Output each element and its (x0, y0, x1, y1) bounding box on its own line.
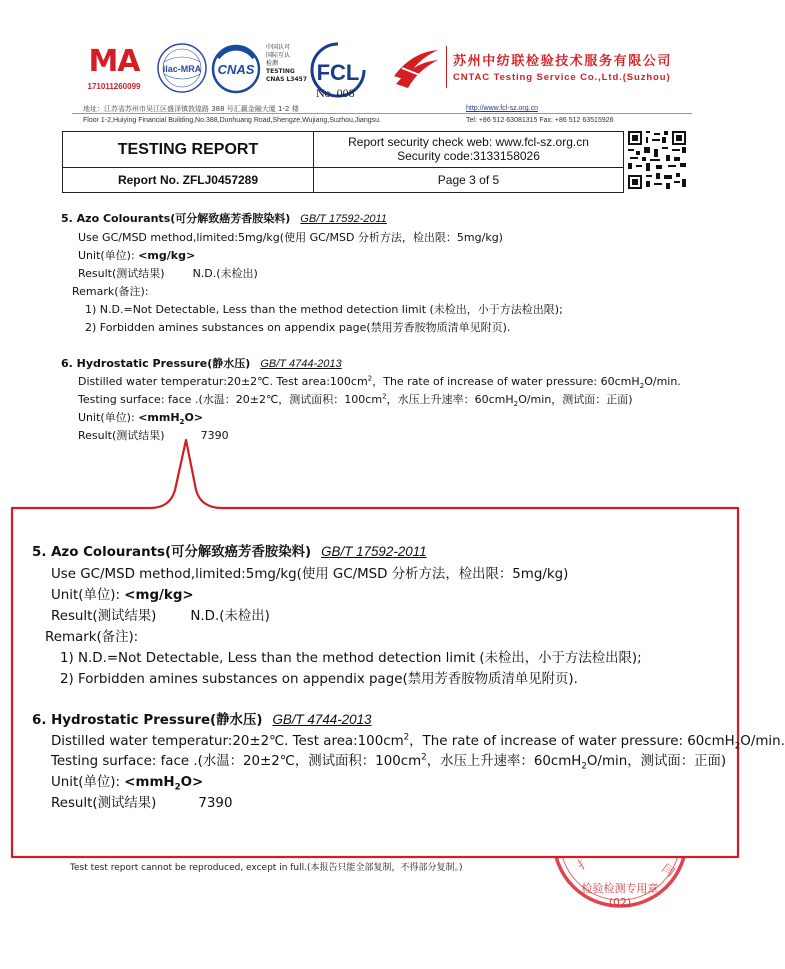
zoom-section5-result-row (51, 605, 270, 624)
official-seal-stamp (545, 820, 695, 915)
zoom-section6-line1-part: Distilled water temperatur:20±2℃. Test area:100cm (51, 734, 404, 749)
fcl-number: No. 008 (316, 86, 355, 100)
section6-result-label: Result(测试结果) (78, 429, 165, 442)
superscript: 2 (403, 732, 410, 743)
section5-method: Use GC/MSD method,limited:5mg/kg(使用 GC/MSD 分析方法，检出限：5mg/kg) (78, 231, 503, 244)
section6-line1-part: O/min. (644, 375, 681, 388)
zoom-section6-line2-part: ，水压上升速率：60cmH (426, 754, 582, 769)
stamp-number: (02) (608, 896, 632, 909)
section6-line2-part: O/min，测试面：正面) (518, 393, 633, 406)
zoom-section5-result-label: Result(测试结果) (51, 609, 157, 624)
section5-unit-value: <mg/kg> (138, 249, 196, 262)
unit-part: O> (184, 411, 204, 424)
subscript: 2 (174, 782, 181, 793)
section5-result-label: Result(测试结果) (78, 267, 165, 280)
section6-line2-part: Testing surface: face .(水温：20±2℃，测试面积：100cm (78, 393, 383, 406)
zoom-section6-standard: GB/T 4744-2013 (272, 712, 372, 727)
tel-fax: Tel: +86 512 63081315 Fax: +86 512 63515926 (466, 117, 614, 124)
zoom-section6-heading: 6. Hydrostatic Pressure(静水压) (32, 713, 263, 728)
section6-line1-part: ，The rate of increase of water pressure: 60cmH (372, 375, 640, 388)
section6-result-value: 7390 (200, 429, 229, 442)
fcl-logo-text: FCL (316, 60, 360, 85)
report-number: Report No. ZFLJ0457289 (117, 173, 259, 187)
cnas-caption-line: 国际互认 (266, 52, 291, 59)
section5-standard: GB/T 17592-2011 (300, 213, 387, 225)
zoom-section5-remark-2: 2) Forbidden amines substances on appendix page(禁用芳香胺物质清单见附页). (60, 672, 578, 687)
section6-standard: GB/T 4744-2013 (260, 358, 342, 370)
subscript: 2 (513, 399, 519, 409)
zoom-section6-line1 (51, 730, 785, 752)
zoom-section6-line2-part: Testing surface: face .(水温：20±2℃，测试面积：100cm (51, 754, 422, 769)
ilac-logo-text: ilac-MRA (162, 64, 202, 74)
svg-text:闫: 闫 (659, 860, 678, 880)
section5-result-value: N.D.(未检出) (192, 267, 258, 280)
superscript: 2 (367, 373, 373, 383)
address-cn: 地址：江苏省苏州市吴江区盛泽镇敦煌路 388 号汇赢金融大厦 1-2 楼 (83, 105, 299, 113)
security-check-web: Report security check web: www.fcl-sz.org.cn (348, 135, 589, 149)
zoom-section5-method: Use GC/MSD method,limited:5mg/kg(使用 GC/MSD 分析方法，检出限：5mg/kg) (51, 567, 569, 582)
cnas-caption-line: CNAS L3457 (266, 76, 308, 83)
subscript: 2 (734, 741, 741, 752)
website-link[interactable]: http://www.fcl-sz.org.cn (466, 105, 538, 112)
cma-logo-text: MA (88, 44, 140, 79)
section5-remark-label: Remark(备注): (72, 285, 149, 298)
cma-logo-number: 171011260099 (87, 82, 141, 91)
cnas-caption-line: TESTING (266, 68, 295, 75)
section6-line1-part: Distilled water temperatur:20±2℃. Test area:100cm (78, 375, 368, 388)
section5-remark-2: 2) Forbidden amines substances on appendix page(禁用芳香胺物质清单见附页). (85, 321, 511, 334)
zoom-section5-remark-label: Remark(备注): (45, 630, 139, 645)
cnas-caption-line: 中国认可 (266, 44, 291, 51)
subscript: 2 (639, 381, 645, 391)
svg-text:扌: 扌 (574, 854, 593, 873)
footer-disclaimer: Test test report cannot be reproduced, except in full.(本报告只能全部复制，不得部分复制。) (70, 863, 463, 873)
unit-part: <mmH (124, 775, 175, 790)
company-name-en: CNTAC Testing Service Co.,Ltd.(Suzhou) (453, 72, 671, 83)
section6-unit-label: Unit(单位): (78, 411, 139, 424)
zoom-section6-line1-part: ，The rate of increase of water pressure: 60cmH (409, 734, 735, 749)
page-number: Page 3 of 5 (437, 173, 500, 187)
section6-line2-part: ，水压上升速率：60cmH (386, 393, 514, 406)
section5-remark-1: 1) N.D.=Not Detectable, Less than the method detection limit (未检出，小于方法检出限); (85, 303, 563, 316)
unit-part: <mmH (138, 411, 180, 424)
zoom-section5-unit-value: <mg/kg> (124, 588, 194, 603)
zoom-section5-unit-label: Unit(单位): (51, 588, 125, 603)
zoom-section6-result-value: 7390 (198, 796, 233, 811)
stamp-text: 检验检测专用章 (581, 882, 659, 895)
zoom-section5-heading-row (32, 541, 427, 560)
subscript: 2 (179, 417, 185, 427)
address-en: Floor 1-2,Huiying Financial Building,No.388,Dunhuang Road,Shengze,Wujiang,Suzhou,Jiangsu. (83, 117, 381, 124)
superscript: 2 (382, 391, 387, 401)
report-title: TESTING REPORT (117, 141, 259, 158)
zoom-section5-unit-row (51, 584, 194, 603)
zoom-section6-result-row (51, 792, 232, 811)
zoom-section5-remark-1: 1) N.D.=Not Detectable, Less than the method detection limit (未检出，小于方法检出限); (60, 651, 642, 666)
zoom-section6-line2-part: O/min，测试面：正面) (586, 754, 727, 769)
zoom-section6-unit-label: Unit(单位): (51, 775, 125, 790)
subscript: 2 (581, 761, 587, 772)
section6-heading: 6. Hydrostatic Pressure(静水压) (61, 357, 251, 370)
zoom-section6-heading-row (32, 709, 371, 728)
security-code: Security code:3133158026 (397, 149, 540, 163)
zoom-section5-heading: 5. Azo Colourants(可分解致癌芳香胺染料) (32, 545, 312, 560)
zoom-section6-line2 (51, 750, 727, 772)
section5-heading: 5. Azo Colourants(可分解致癌芳香胺染料) (61, 212, 291, 225)
cnas-logo-text: CNAS (217, 62, 255, 77)
cnas-caption-line: 检测 (266, 60, 279, 67)
zoom-section6-unit-value (124, 775, 204, 793)
company-name-cn: 苏州中纺联检验技术服务有限公司 (453, 54, 673, 69)
zoom-section6-line1-part: O/min. (740, 734, 785, 749)
zoom-section5-standard: GB/T 17592-2011 (321, 544, 427, 559)
zoom-section5-result-value: N.D.(未检出) (190, 609, 270, 624)
zoom-section6-result-label: Result(测试结果) (51, 796, 157, 811)
zoom-section6-unit-row (51, 771, 204, 793)
section5-unit-label: Unit(单位): (78, 249, 139, 262)
unit-part: O> (180, 775, 204, 790)
superscript: 2 (421, 752, 427, 763)
